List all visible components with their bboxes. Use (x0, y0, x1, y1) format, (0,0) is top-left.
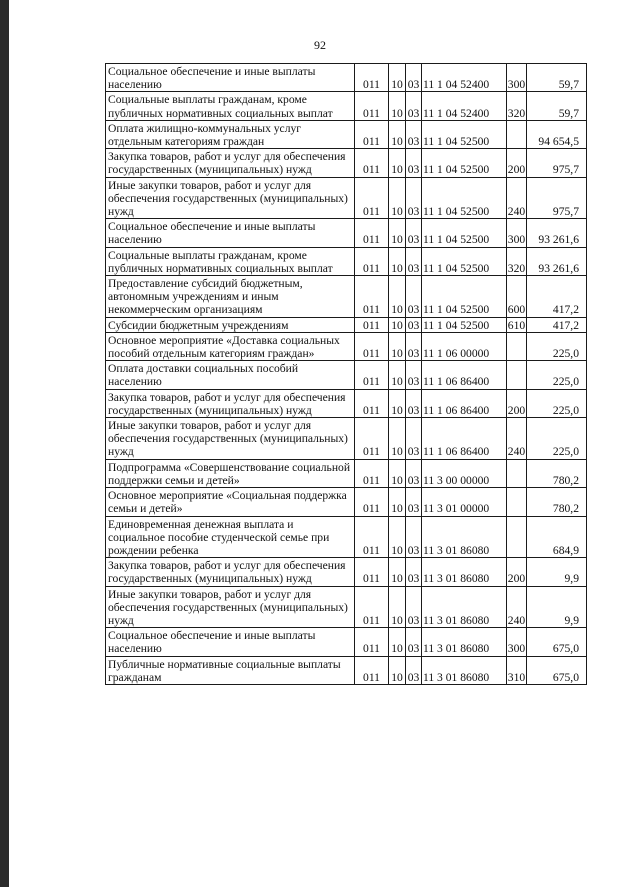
row-amount: 93 261,6 (527, 247, 587, 275)
row-name: Закупка товаров, работ и услуг для обеспечения государственных (муниципальных) нужд (106, 149, 355, 177)
row-target-article-code: 11 1 04 52500 (422, 247, 507, 275)
row-ved-code: 011 (355, 656, 389, 684)
row-amount: 975,7 (527, 149, 587, 177)
row-subsection-code: 03 (406, 64, 422, 92)
row-name: Подпрограмма «Совершенствование социальной поддержки семьи и детей» (106, 459, 355, 487)
table-row (106, 488, 587, 516)
row-expense-type-code: 240 (507, 418, 527, 460)
row-name: Публичные нормативные социальные выплаты гражданам (106, 656, 355, 684)
row-ved-code: 011 (355, 64, 389, 92)
table-row (106, 276, 587, 318)
page-left-edge (0, 0, 9, 887)
row-target-article-code: 11 3 01 86080 (422, 516, 507, 558)
table-row (106, 656, 587, 684)
row-ved-code: 011 (355, 459, 389, 487)
row-ved-code: 011 (355, 558, 389, 586)
table-row (106, 219, 587, 247)
row-section-code: 10 (389, 149, 406, 177)
row-name: Предоставление субсидий бюджетным, автономным учреждениям и иным некоммерческим организациям (106, 276, 355, 318)
row-target-article-code: 11 3 00 00000 (422, 459, 507, 487)
row-target-article-code: 11 1 04 52500 (422, 276, 507, 318)
row-ved-code: 011 (355, 628, 389, 656)
table-row (106, 92, 587, 120)
row-ved-code: 011 (355, 389, 389, 417)
row-name: Закупка товаров, работ и услуг для обеспечения государственных (муниципальных) нужд (106, 558, 355, 586)
row-amount: 225,0 (527, 418, 587, 460)
row-name: Социальное обеспечение и иные выплаты населению (106, 628, 355, 656)
row-amount: 675,0 (527, 628, 587, 656)
row-target-article-code: 11 1 04 52500 (422, 317, 507, 332)
row-section-code: 10 (389, 558, 406, 586)
table-row (106, 628, 587, 656)
row-target-article-code: 11 3 01 86080 (422, 656, 507, 684)
row-section-code: 10 (389, 219, 406, 247)
page-number: 92 (314, 38, 326, 52)
row-ved-code: 011 (355, 149, 389, 177)
row-ved-code: 011 (355, 586, 389, 628)
row-target-article-code: 11 1 06 00000 (422, 332, 507, 360)
row-amount: 93 261,6 (527, 219, 587, 247)
row-target-article-code: 11 1 04 52500 (422, 219, 507, 247)
row-section-code: 10 (389, 628, 406, 656)
row-subsection-code: 03 (406, 219, 422, 247)
row-ved-code: 011 (355, 361, 389, 389)
row-expense-type-code: 200 (507, 558, 527, 586)
row-amount: 59,7 (527, 92, 587, 120)
table-row (106, 120, 587, 148)
row-target-article-code: 11 3 01 86080 (422, 586, 507, 628)
row-amount: 675,0 (527, 656, 587, 684)
row-expense-type-code: 240 (507, 177, 527, 219)
table-row (106, 332, 587, 360)
row-amount: 59,7 (527, 64, 587, 92)
row-subsection-code: 03 (406, 247, 422, 275)
row-expense-type-code: 320 (507, 247, 527, 275)
row-section-code: 10 (389, 389, 406, 417)
row-expense-type-code: 200 (507, 149, 527, 177)
row-amount: 780,2 (527, 459, 587, 487)
row-ved-code: 011 (355, 317, 389, 332)
row-amount: 225,0 (527, 389, 587, 417)
row-name: Иные закупки товаров, работ и услуг для обеспечения государственных (муниципальных) нужд (106, 586, 355, 628)
row-subsection-code: 03 (406, 558, 422, 586)
row-subsection-code: 03 (406, 488, 422, 516)
row-section-code: 10 (389, 332, 406, 360)
row-ved-code: 011 (355, 332, 389, 360)
budget-table (105, 63, 587, 685)
row-name: Основное мероприятие «Доставка социальных пособий отдельным категориям граждан» (106, 332, 355, 360)
row-target-article-code: 11 1 06 86400 (422, 389, 507, 417)
row-subsection-code: 03 (406, 177, 422, 219)
row-section-code: 10 (389, 120, 406, 148)
row-section-code: 10 (389, 488, 406, 516)
row-expense-type-code: 300 (507, 219, 527, 247)
row-amount: 225,0 (527, 361, 587, 389)
table-row (106, 149, 587, 177)
row-subsection-code: 03 (406, 516, 422, 558)
row-amount: 975,7 (527, 177, 587, 219)
row-name: Субсидии бюджетным учреждениям (106, 317, 355, 332)
row-amount: 780,2 (527, 488, 587, 516)
row-expense-type-code (507, 120, 527, 148)
table-row (106, 558, 587, 586)
row-section-code: 10 (389, 656, 406, 684)
row-expense-type-code (507, 488, 527, 516)
row-amount: 9,9 (527, 558, 587, 586)
row-ved-code: 011 (355, 516, 389, 558)
row-name: Социальное обеспечение и иные выплаты населению (106, 64, 355, 92)
row-target-article-code: 11 1 04 52400 (422, 64, 507, 92)
row-subsection-code: 03 (406, 276, 422, 318)
row-name: Социальные выплаты гражданам, кроме публичных нормативных социальных выплат (106, 92, 355, 120)
table-row (106, 516, 587, 558)
table-row (106, 177, 587, 219)
row-section-code: 10 (389, 418, 406, 460)
row-subsection-code: 03 (406, 389, 422, 417)
row-section-code: 10 (389, 64, 406, 92)
row-target-article-code: 11 3 01 86080 (422, 628, 507, 656)
row-amount: 94 654,5 (527, 120, 587, 148)
row-name: Основное мероприятие «Социальная поддержка семьи и детей» (106, 488, 355, 516)
table-row (106, 586, 587, 628)
row-expense-type-code: 300 (507, 628, 527, 656)
row-expense-type-code (507, 361, 527, 389)
row-subsection-code: 03 (406, 120, 422, 148)
row-section-code: 10 (389, 586, 406, 628)
row-subsection-code: 03 (406, 459, 422, 487)
table-row (106, 389, 587, 417)
row-name: Иные закупки товаров, работ и услуг для обеспечения государственных (муниципальных) нужд (106, 177, 355, 219)
row-expense-type-code: 310 (507, 656, 527, 684)
row-name: Единовременная денежная выплата и социальное пособие студенческой семье при рождении ребенка (106, 516, 355, 558)
row-amount: 225,0 (527, 332, 587, 360)
row-section-code: 10 (389, 247, 406, 275)
row-section-code: 10 (389, 177, 406, 219)
row-target-article-code: 11 1 04 52500 (422, 149, 507, 177)
row-expense-type-code: 600 (507, 276, 527, 318)
row-amount: 9,9 (527, 586, 587, 628)
budget-table-body (106, 64, 587, 685)
table-row (106, 247, 587, 275)
row-expense-type-code: 610 (507, 318, 526, 332)
row-amount: 417,2 (527, 317, 587, 332)
row-target-article-code: 11 3 01 86080 (422, 558, 507, 586)
table-row (106, 361, 587, 389)
row-name: Оплата доставки социальных пособий населению (106, 361, 355, 389)
row-target-article-code: 11 1 04 52500 (422, 120, 507, 148)
row-expense-type-code (507, 459, 527, 487)
row-target-article-code: 11 3 01 00000 (422, 488, 507, 516)
row-subsection-code: 03 (406, 628, 422, 656)
row-subsection-code: 03 (406, 586, 422, 628)
row-name: Иные закупки товаров, работ и услуг для обеспечения государственных (муниципальных) нужд (106, 418, 355, 460)
row-subsection-code: 03 (406, 361, 422, 389)
row-expense-type-code: 200 (507, 389, 527, 417)
row-ved-code: 011 (355, 120, 389, 148)
row-ved-code: 011 (355, 92, 389, 120)
row-section-code: 10 (389, 459, 406, 487)
row-expense-type-code (507, 516, 527, 558)
row-subsection-code: 03 (406, 418, 422, 460)
row-ved-code: 011 (355, 488, 389, 516)
row-expense-type-code: 240 (507, 586, 527, 628)
row-ved-code: 011 (355, 177, 389, 219)
row-name: Закупка товаров, работ и услуг для обеспечения государственных (муниципальных) нужд (106, 389, 355, 417)
row-subsection-code: 03 (406, 332, 422, 360)
row-target-article-code: 11 1 06 86400 (422, 418, 507, 460)
row-expense-type-code: 300 (507, 64, 527, 92)
row-name: Оплата жилищно-коммунальных услуг отдельным категориям граждан (106, 120, 355, 148)
row-target-article-code: 11 1 04 52400 (422, 92, 507, 120)
row-target-article-code: 11 1 06 86400 (422, 361, 507, 389)
row-subsection-code: 03 (406, 149, 422, 177)
row-ved-code: 011 (355, 219, 389, 247)
row-section-code: 10 (389, 361, 406, 389)
table-row (106, 418, 587, 460)
row-name: Социальные выплаты гражданам, кроме публичных нормативных социальных выплат (106, 247, 355, 275)
row-expense-type-code (507, 332, 527, 360)
row-section-code: 10 (389, 92, 406, 120)
row-subsection-code: 03 (406, 656, 422, 684)
row-amount: 684,9 (527, 516, 587, 558)
row-target-article-code: 11 1 04 52500 (422, 177, 507, 219)
row-section-code: 10 (389, 516, 406, 558)
row-subsection-code: 03 (406, 92, 422, 120)
row-subsection-code: 03 (406, 317, 422, 332)
row-ved-code: 011 (355, 247, 389, 275)
row-ved-code: 011 (355, 418, 389, 460)
row-amount: 417,2 (527, 276, 587, 318)
table-row (106, 317, 587, 332)
table-row (106, 64, 587, 92)
row-expense-type-code: 320 (507, 92, 527, 120)
row-ved-code: 011 (355, 276, 389, 318)
table-row (106, 459, 587, 487)
row-section-code: 10 (389, 276, 406, 318)
row-name: Социальное обеспечение и иные выплаты населению (106, 219, 355, 247)
row-section-code: 10 (389, 317, 406, 332)
